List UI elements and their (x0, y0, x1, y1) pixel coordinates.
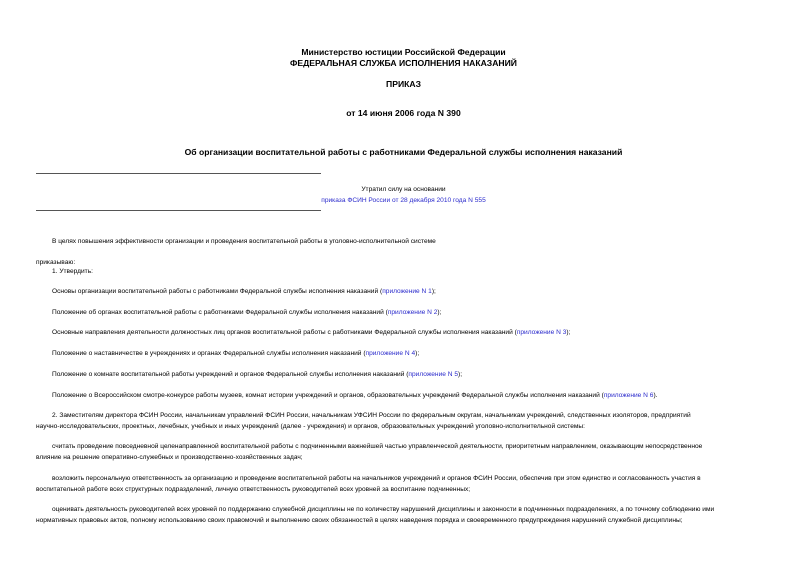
intro-paragraph: В целях повышения эффективности организации и проведения воспитательной работы в уголовно-исполнительной системе (52, 238, 436, 245)
service-name: ФЕДЕРАЛЬНАЯ СЛУЖБА ИСПОЛНЕНИЯ НАКАЗАНИЙ (290, 58, 517, 68)
appendix-2-item: Положение об органах воспитательной работы с работниками Федеральной службы исполнения наказаний (приложение N 2); (52, 309, 442, 316)
divider-top (36, 173, 321, 174)
bullet-1-line-2: влияние на решение оперативно-служебных и производственно-хозяйственных задач; (36, 454, 303, 461)
appendix-6-text: Положение о Всероссийском смотре-конкурсе работы музеев, комнат истории учреждений и органов, образовательных учреждений Федеральной службы исполнения наказаний ( (52, 392, 604, 399)
appendix-5-link[interactable]: приложение N 5 (408, 371, 459, 378)
status-note-text: Утратил силу на основании (361, 186, 446, 193)
appendix-1-text: Основы организации воспитательной работы с работниками Федеральной службы исполнения наказаний ( (52, 288, 383, 295)
bullet-3-line-2: нормативных правовых актов, полному использованию своих правомочий и выполнению своих обязанностей в целях наведения порядка и своевременного предупреждения нарушений служебной дисциплины; (36, 517, 683, 524)
document-type: ПРИКАЗ (386, 79, 421, 89)
order-keyword: приказываю: (36, 259, 76, 266)
appendix-3-link[interactable]: приложение N 3 (516, 329, 567, 336)
appendix-2-text: Положение об органах воспитательной работы с работниками Федеральной службы исполнения наказаний ( (52, 309, 388, 316)
appendix-5-text: Положение о комнате воспитательной работы учреждений и органов Федеральной службы исполнения наказаний ( (52, 371, 409, 378)
appendix-2-link[interactable]: приложение N 2 (387, 309, 438, 316)
item-2-line-2: научно-исследовательских, проектных, лечебных, учебных и иных учреждений (далее - учреждения) и органов, образовательных учреждений уголовно-исполнительной системы: (36, 423, 585, 430)
document-title: Об организации воспитательной работы с работниками Федеральной службы исполнения наказаний (184, 147, 623, 157)
appendix-4-link[interactable]: приложение N 4 (365, 350, 416, 357)
item-1-heading: 1. Утвердить: (52, 268, 93, 275)
appendix-1-item: Основы организации воспитательной работы с работниками Федеральной службы исполнения наказаний (приложение N 1); (52, 288, 436, 295)
divider-bottom (36, 210, 321, 211)
appendix-3-text: Основные направления деятельности должностных лиц органов воспитательной работы с работниками Федеральной службы исполнения наказаний ( (52, 329, 517, 336)
status-note-link-row (255, 196, 552, 206)
appendix-1-link[interactable]: приложение N 1 (382, 288, 432, 295)
appendix-6-link[interactable]: приложение N 6 (603, 392, 654, 399)
ministry-name: Министерство юстиции Российской Федерации (301, 47, 506, 57)
document-date-number: от 14 июня 2006 года N 390 (346, 108, 461, 118)
bullet-3-line-1: оценивать деятельность руководителей всех уровней по поддержанию служебной дисциплины не по количеству нарушений дисциплины и законности в подчиненных подразделениях, а по точному соблюдению ими (52, 506, 715, 513)
item-2-line-1: 2. Заместителям директора ФСИН России, начальникам управлений ФСИН России, начальникам УФСИН России по федеральным округам, начальникам учреждений, следственных изоляторов, предприятий (52, 412, 691, 419)
bullet-2-line-1: возложить персональную ответственность за организацию и проведение воспитательной работы на начальников учреждений и органов ФСИН России, обеспечив при этом единство и согласованность участия в (52, 475, 701, 482)
appendix-5-item: Положение о комнате воспитательной работы учреждений и органов Федеральной службы исполнения наказаний (приложение N 5); (52, 371, 463, 378)
appendix-4-item: Положение о наставничестве в учреждениях и органах Федеральной службы исполнения наказаний (приложение N 4); (52, 350, 420, 357)
appendix-4-text: Положение о наставничестве в учреждениях и органах Федеральной службы исполнения наказаний ( (52, 350, 366, 357)
appendix-3-item: Основные направления деятельности должностных лиц органов воспитательной работы с работниками Федеральной службы исполнения наказаний (приложение N 3); (52, 329, 571, 336)
appendix-6-item: Положение о Всероссийском смотре-конкурсе работы музеев, комнат истории учреждений и органов, образовательных учреждений Федеральной службы исполнения наказаний (приложение N 6). (52, 392, 658, 399)
bullet-2-line-2: воспитательной работе всех структурных подразделений, личную ответственность руководителей всех уровней за воспитание подчиненных; (36, 486, 471, 493)
bullet-1-line-1: считать проведение повседневной целенаправленной воспитательной работы с подчиненными важнейшей частью управленческой деятельности, приоритетным направлением, оказывающим непосредственное (52, 443, 703, 450)
repeal-order-link[interactable]: приказа ФСИН России от 28 декабря 2010 года N 555 (321, 197, 486, 204)
